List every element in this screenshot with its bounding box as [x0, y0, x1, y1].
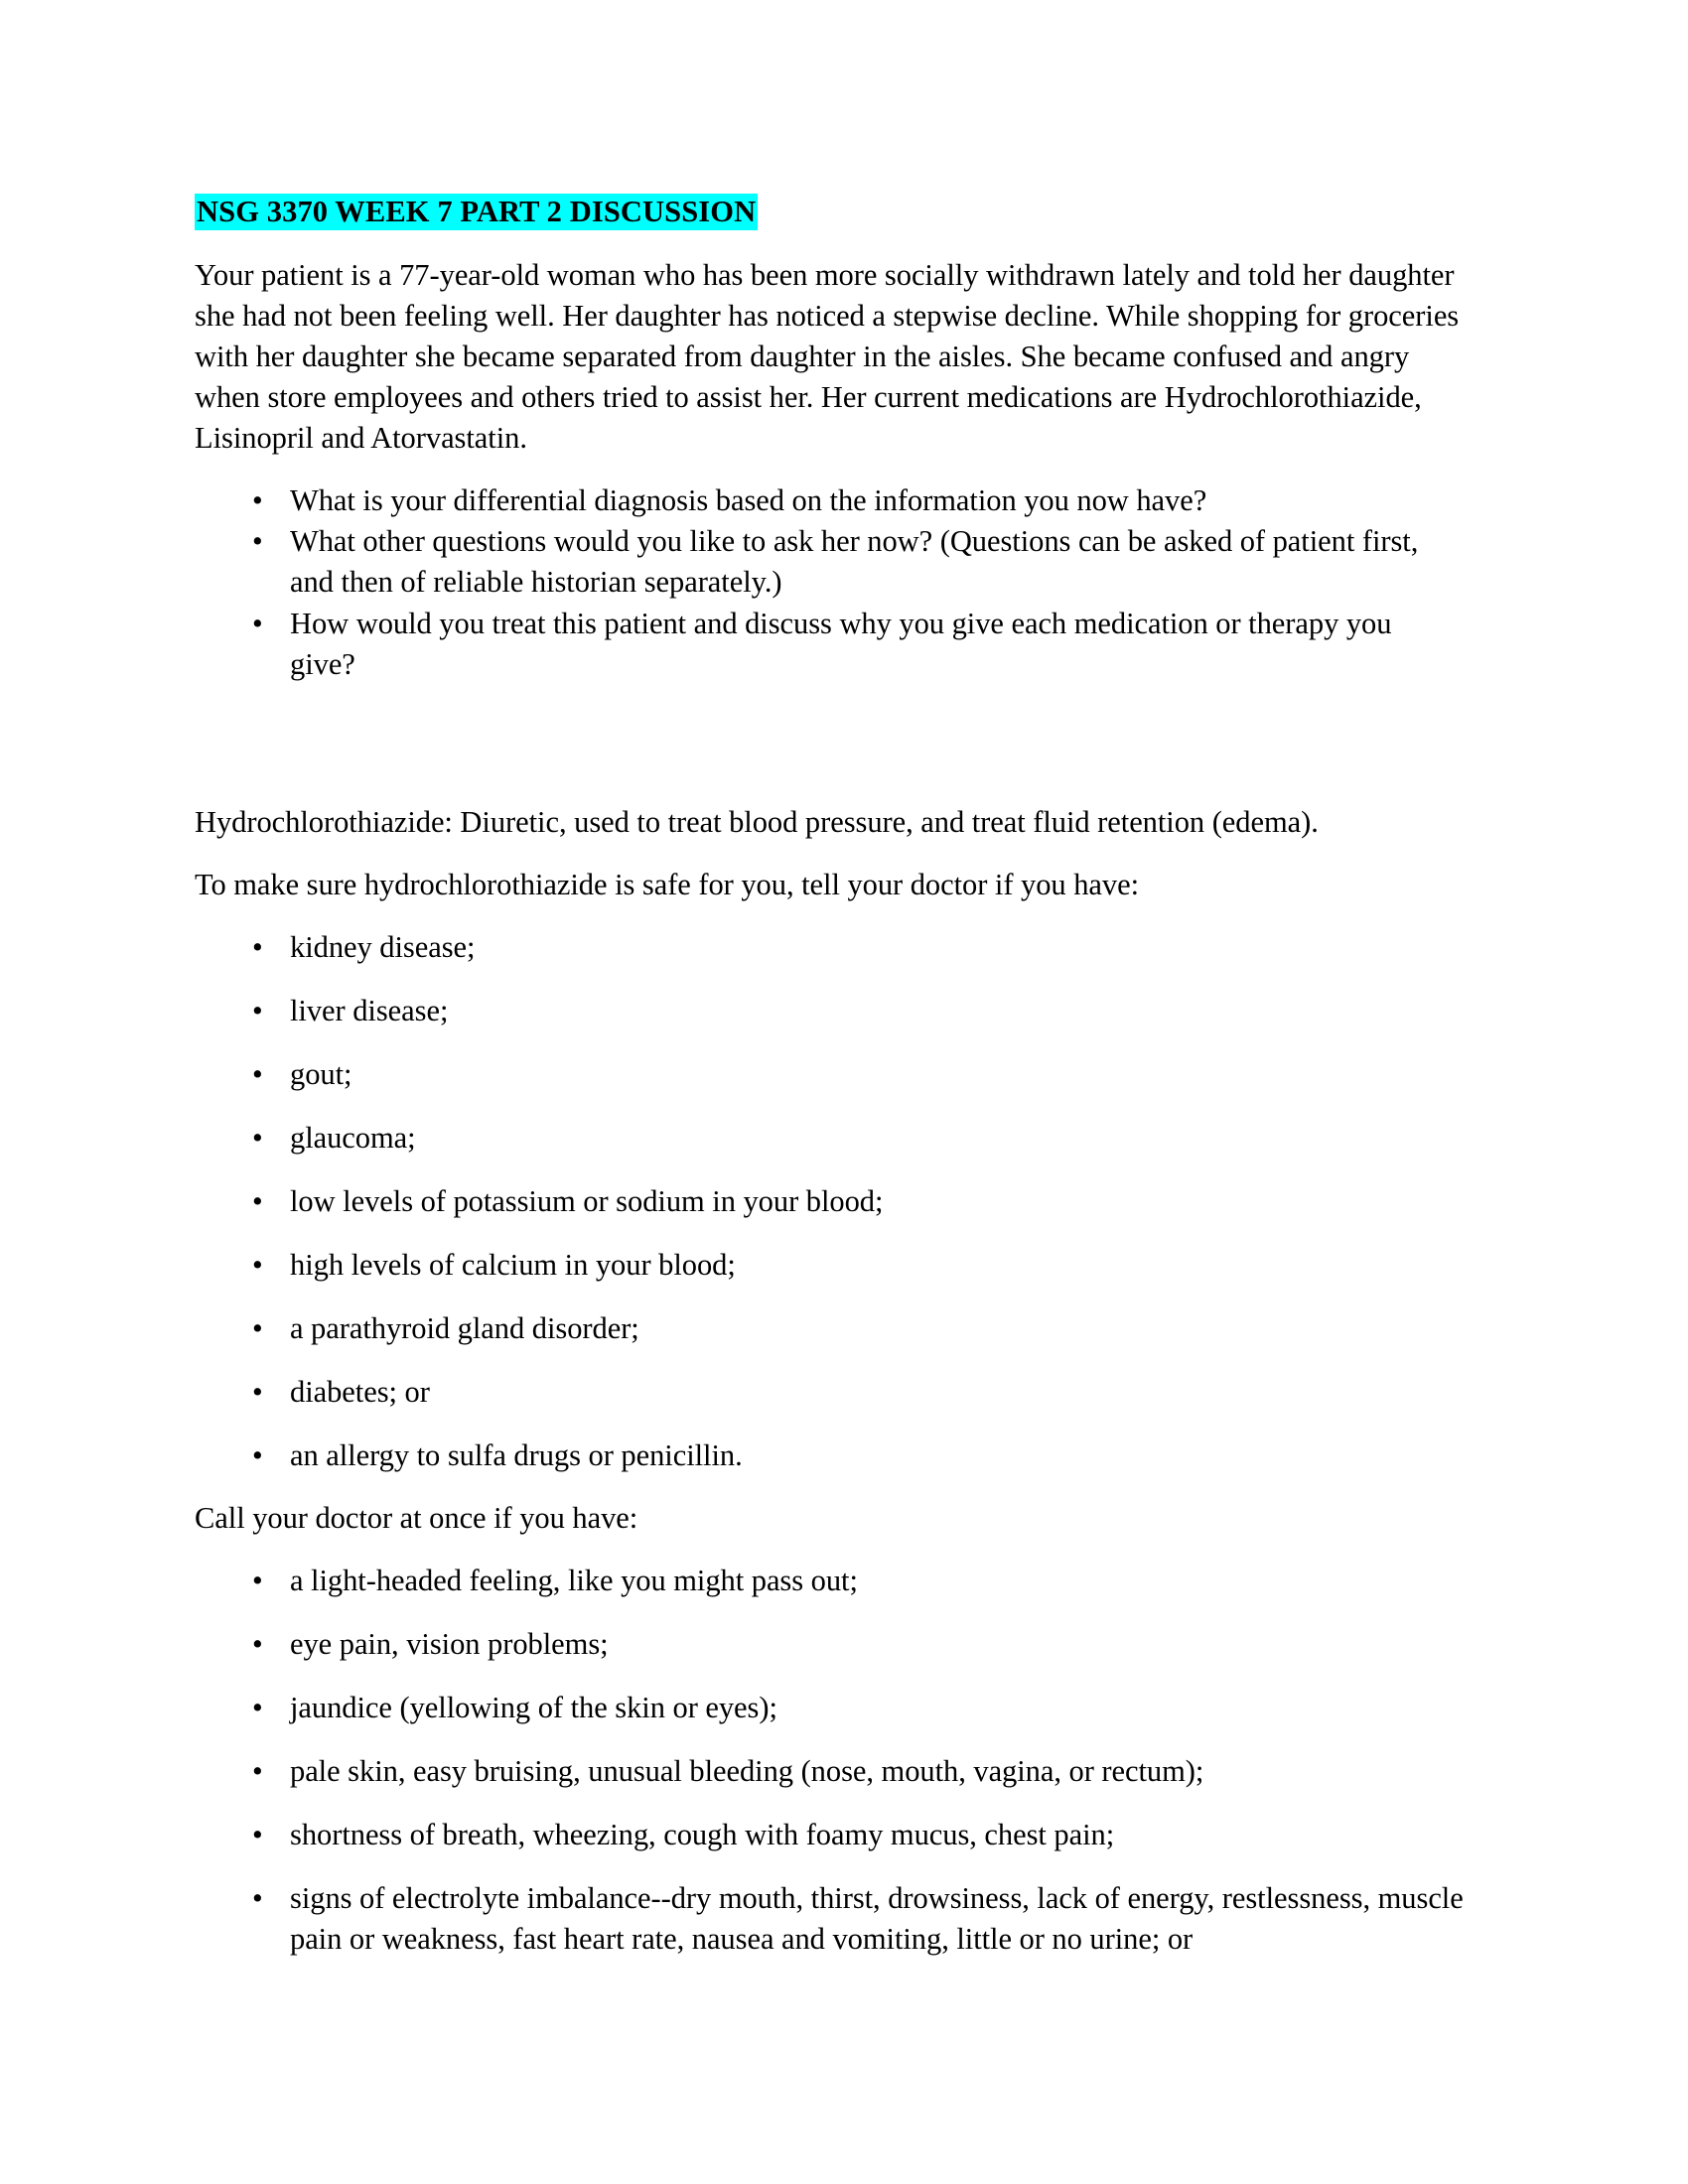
symptom-text: shortness of breath, wheezing, cough with foamy mucus, chest pain; [290, 1817, 1115, 1851]
condition-text: liver disease; [290, 993, 449, 1027]
bullet-icon: • [252, 1056, 263, 1091]
list-item [195, 1878, 1464, 1960]
list-item [195, 1688, 1464, 1728]
bullet-icon: • [252, 524, 263, 559]
question-text: What is your differential diagnosis based on the information you now have? [290, 483, 1207, 518]
list-item [195, 480, 1464, 521]
section-spacer [195, 685, 1464, 802]
list-item [195, 1815, 1464, 1855]
symptom-text: a light-headed feeling, like you might pass out; [290, 1563, 858, 1597]
bullet-icon: • [252, 1310, 263, 1345]
list-spacer [195, 1476, 1464, 1498]
list-item [195, 1624, 1464, 1665]
list-item [195, 604, 1464, 685]
bullet-icon: • [252, 1753, 263, 1788]
bullet-icon: • [252, 1880, 263, 1915]
page-title [195, 195, 1464, 229]
list-item [195, 991, 1464, 1031]
condition-text: diabetes; or [290, 1374, 430, 1409]
symptom-text: jaundice (yellowing of the skin or eyes); [290, 1690, 777, 1724]
condition-text: low levels of potassium or sodium in your blood; [290, 1183, 884, 1218]
condition-text: high levels of calcium in your blood; [290, 1247, 736, 1282]
question-text: How would you treat this patient and discuss why you give each medication or therapy you give? [290, 606, 1392, 681]
bullet-icon: • [252, 1120, 263, 1155]
list-item [195, 1372, 1464, 1413]
safety-intro: To make sure hydrochlorothiazide is safe for you, tell your doctor if you have: [195, 867, 1139, 901]
bullet-icon: • [252, 1437, 263, 1472]
bullet-icon: • [252, 1247, 263, 1282]
symptom-text: pale skin, easy bruising, unusual bleeding (nose, mouth, vagina, or rectum); [290, 1753, 1204, 1788]
list-item [195, 927, 1464, 968]
condition-text: gout; [290, 1056, 352, 1091]
bullet-icon: • [252, 1690, 263, 1724]
questions-list [195, 480, 1464, 684]
condition-text: kidney disease; [290, 929, 476, 964]
condition-text: an allergy to sulfa drugs or penicillin. [290, 1437, 743, 1472]
page-title-highlight: NSG 3370 WEEK 7 PART 2 DISCUSSION [197, 195, 757, 228]
list-item [195, 1751, 1464, 1792]
scenario-paragraph: Your patient is a 77-year-old woman who has been more socially withdrawn lately and told her daughter she had not been feeling well. Her daughter has noticed a stepwise decline. While shopping for groceries with her daughter she became separated from daughter in the aisles. She became confused and angry when store employees and others tried to assist her. Her current medications are Hydrochlorothiazide, Lisinopril and Atorvastatin. [195, 258, 1460, 456]
bullet-icon: • [252, 1817, 263, 1851]
symptom-text: signs of electrolyte imbalance--dry mouth, thirst, drowsiness, lack of energy, restlessness, muscle pain or weakness, fast heart rate, nausea and vomiting, little or no urine; or [290, 1880, 1464, 1956]
call-doctor-intro: Call your doctor at once if you have: [195, 1500, 638, 1535]
symptom-text: eye pain, vision problems; [290, 1626, 609, 1661]
list-item [195, 1181, 1464, 1222]
document-content [195, 195, 1464, 1960]
medication-description: Hydrochlorothiazide: Diuretic, used to treat blood pressure, and treat fluid retention (edema). [195, 804, 1319, 839]
bullet-icon: • [252, 993, 263, 1027]
bullet-icon: • [252, 929, 263, 964]
bullet-icon: • [252, 1626, 263, 1661]
bullet-icon: • [252, 483, 263, 518]
list-item [195, 1245, 1464, 1286]
bullet-icon: • [252, 606, 263, 640]
list-item [195, 1118, 1464, 1159]
condition-text: glaucoma; [290, 1120, 416, 1155]
call-doctor-symptoms-list [195, 1561, 1464, 1960]
bullet-icon: • [252, 1374, 263, 1409]
list-item [195, 1054, 1464, 1095]
list-item [195, 1435, 1464, 1476]
condition-text: a parathyroid gland disorder; [290, 1310, 639, 1345]
question-text: What other questions would you like to ask her now? (Questions can be asked of patient first, and then of reliable historian separately.) [290, 524, 1419, 600]
list-item [195, 521, 1464, 603]
bullet-icon: • [252, 1183, 263, 1218]
list-item [195, 1308, 1464, 1349]
safety-conditions-list [195, 927, 1464, 1476]
list-item [195, 1561, 1464, 1601]
bullet-icon: • [252, 1563, 263, 1597]
